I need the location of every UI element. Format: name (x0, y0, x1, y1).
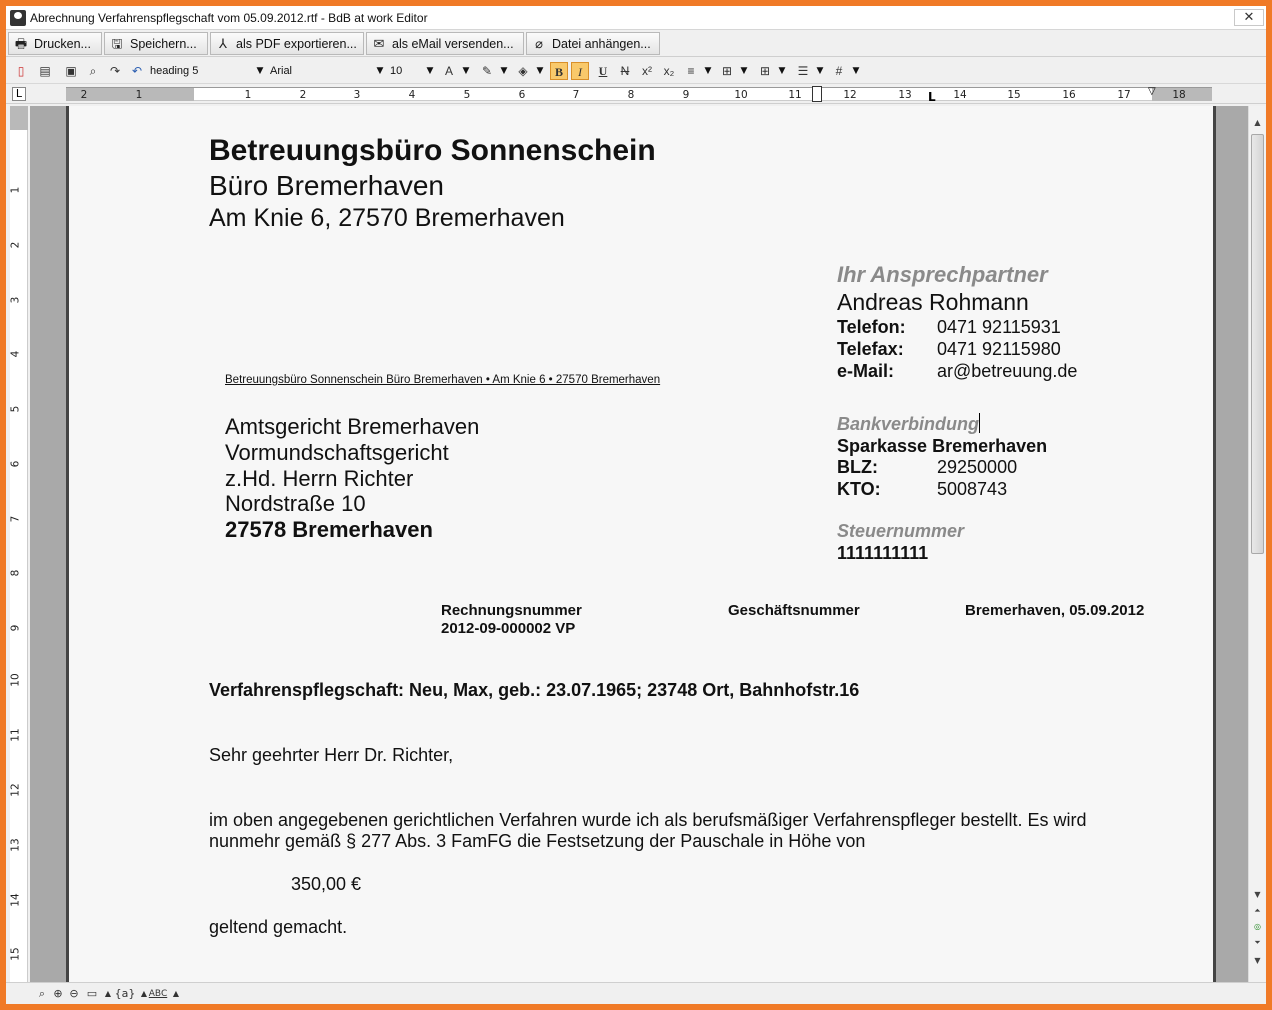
blz-value: 29250000 (937, 457, 1018, 477)
recipient-line: z.Hd. Herrn Richter (225, 466, 414, 491)
send-email-button[interactable] (366, 32, 524, 55)
attach-file-button[interactable] (526, 32, 660, 55)
right-indent-marker[interactable]: ▽ (1148, 86, 1156, 97)
field-codes-dropdown-icon[interactable]: ▲ (140, 989, 148, 998)
business-label: Geschäftsnummer (728, 602, 860, 619)
ruler-label: 2 (299, 89, 307, 101)
superscript-button[interactable]: x² (642, 64, 652, 78)
ruler-label: 2 (80, 89, 88, 101)
align-icon[interactable]: ≡ (687, 64, 695, 78)
subject-line: Verfahrenspflegschaft: Neu, Max, geb.: 23.07.1965; 23748 Ort, Bahnhofstr.16 (209, 680, 860, 700)
tax-value: 1111111111 (837, 543, 929, 563)
ruler-label: 6 (518, 89, 526, 101)
zoom-in-icon[interactable]: ⊕ (53, 987, 63, 1000)
paperclip-icon: ⌀ (535, 35, 543, 51)
list-icon[interactable]: ☰ (797, 64, 809, 78)
phone-label: Telefon: (837, 317, 906, 337)
ruler-label: 17 (1117, 89, 1131, 101)
printer-icon: 🖶 (14, 35, 28, 51)
page-down-icon[interactable]: ⏷ (1254, 938, 1261, 947)
vruler-margin-top (10, 106, 28, 130)
select-object-icon[interactable]: ◎ (1254, 922, 1261, 931)
vertical-ruler[interactable] (10, 106, 28, 986)
vruler-label: 6 (9, 460, 22, 468)
company-name: Betreuungsbüro Sonnenschein (209, 134, 656, 167)
vruler-label: 3 (9, 296, 22, 304)
export-pdf-label: als PDF exportieren... (236, 36, 357, 51)
vruler-label: 11 (9, 728, 22, 742)
scroll-up-icon[interactable]: ▲ (1254, 118, 1261, 127)
scroll-down-icon[interactable]: ▼ (1254, 890, 1261, 899)
ruler-label: 1 (244, 89, 252, 101)
highlight-icon[interactable]: ✎ (481, 64, 493, 78)
tab-stop-marker[interactable]: L (928, 90, 936, 104)
vruler-label: 10 (9, 673, 22, 687)
ruler-label: 15 (1007, 89, 1021, 101)
font-color-dropdown-icon[interactable]: ▼ (462, 66, 470, 76)
contact-heading: Ihr Ansprechpartner (837, 262, 1048, 287)
fax-value: 0471 92115980 (937, 339, 1061, 359)
font-select[interactable]: Arial (270, 65, 293, 77)
bold-button[interactable]: B (550, 62, 568, 80)
ruler-label: 10 (734, 89, 748, 101)
subscript-button[interactable]: x₂ (663, 64, 675, 78)
table-icon[interactable]: ⊞ (721, 64, 733, 78)
recipient-line: Vormundschaftsgericht (225, 440, 449, 465)
attach-file-label: Datei anhängen... (552, 36, 651, 51)
window-title: Abrechnung Verfahrenspflegschaft vom 05.09.2012.rtf - BdB at work Editor (30, 11, 428, 25)
document-page[interactable] (66, 106, 1216, 982)
vruler-label: 12 (9, 783, 22, 797)
image-icon[interactable]: ▣ (65, 64, 77, 78)
vertical-scrollbar[interactable] (1248, 106, 1265, 982)
left-indent-marker[interactable] (812, 86, 822, 102)
vruler-label: 5 (9, 405, 22, 413)
format-toolbar (6, 58, 1266, 84)
ruler-label: 8 (627, 89, 635, 101)
page-view-dropdown-icon[interactable]: ▲ (104, 989, 112, 998)
borders-icon[interactable]: ⊞ (759, 64, 771, 78)
recipient-line: Amtsgericht Bremerhaven (225, 414, 480, 439)
email-value: ar@betreuung.de (937, 361, 1078, 381)
strikethrough-button[interactable]: N (620, 64, 630, 78)
horizontal-ruler[interactable] (6, 84, 1266, 104)
numbering-button[interactable]: # (835, 64, 843, 78)
email-icon: ✉ (373, 35, 385, 51)
page-view-icon[interactable]: ▭ (86, 987, 98, 1000)
ruler-label: 9 (682, 89, 690, 101)
invoice-label: Rechnungsnummer (441, 602, 582, 619)
page-up-icon[interactable]: ⏶ (1254, 906, 1261, 915)
zoom-icon[interactable]: ⌕ (38, 987, 46, 1000)
title-bar (6, 6, 1266, 30)
sender-line: Betreuungsbüro Sonnenschein Büro Bremerhaven • Am Knie 6 • 27570 Bremerhaven (225, 374, 661, 386)
contact-name: Andreas Rohmann (837, 289, 1029, 315)
ruler-label: 14 (953, 89, 967, 101)
ruler-label: 11 (788, 89, 802, 101)
list-dropdown-icon[interactable]: ▼ (816, 66, 824, 76)
ruler-label: 3 (353, 89, 361, 101)
close-button[interactable]: ✕ (1234, 9, 1264, 26)
editor-window (6, 6, 1266, 1004)
send-email-label: als eMail versenden... (392, 36, 514, 51)
phone-value: 0471 92115931 (937, 317, 1061, 337)
vruler-label: 15 (9, 947, 22, 961)
body-line: im oben angegebenen gerichtlichen Verfahren wurde ich als berufsmäßiger Verfahrenspfleger bestellt. Es wird (209, 810, 1087, 830)
fill-color-dropdown-icon[interactable]: ▼ (536, 66, 544, 76)
action-toolbar (6, 30, 1266, 57)
app-icon (10, 10, 26, 26)
spellcheck-dropdown-icon[interactable]: ▲ (172, 989, 180, 998)
spellcheck-button[interactable]: ABC (148, 989, 168, 999)
scroll-end-icon[interactable]: ▼ (1254, 956, 1261, 965)
kto-label: KTO: (837, 479, 881, 499)
pdf-icon: ⅄ (219, 35, 227, 51)
ruler-label: 7 (572, 89, 580, 101)
print-label: Drucken... (34, 36, 91, 51)
page-setup-icon[interactable]: ▤ (39, 64, 51, 78)
underline-button[interactable]: U (598, 64, 608, 78)
tab-selector[interactable]: L (12, 87, 26, 101)
redo-icon[interactable]: ↷ (109, 64, 121, 78)
amount: 350,00 € (291, 874, 362, 894)
font-color-icon[interactable]: A (444, 64, 453, 78)
salutation: Sehr geehrter Herr Dr. Richter, (209, 745, 454, 765)
zoom-out-icon[interactable]: ⊖ (69, 987, 79, 1000)
place-date: Bremerhaven, 05.09.2012 (965, 602, 1145, 619)
vruler-label: 13 (9, 838, 22, 852)
ruler-label: 16 (1062, 89, 1076, 101)
italic-button[interactable]: I (571, 62, 589, 80)
vruler-label: 4 (9, 350, 22, 358)
email-label: e-Mail: (837, 361, 895, 381)
save-button[interactable] (104, 32, 208, 55)
borders-dropdown-icon[interactable]: ▼ (778, 66, 786, 76)
font-dropdown-icon[interactable]: ▼ (376, 66, 384, 76)
vruler-label: 1 (9, 186, 22, 194)
undo-icon[interactable]: ↶ (131, 64, 143, 78)
document-area[interactable] (30, 106, 1248, 982)
vruler-label: 9 (9, 624, 22, 632)
style-select[interactable]: heading 5 (150, 65, 199, 77)
fill-color-icon[interactable]: ◈ (518, 64, 528, 78)
find-icon[interactable]: ⌕ (89, 64, 97, 78)
kto-value: 5008743 (937, 479, 1008, 499)
text-cursor (979, 413, 980, 433)
scroll-thumb[interactable] (1251, 134, 1264, 554)
new-document-icon[interactable]: ▯ (17, 64, 25, 78)
ruler-track[interactable] (66, 86, 1212, 104)
numbering-dropdown-icon[interactable]: ▼ (852, 66, 860, 76)
field-codes-button[interactable]: {a} (114, 987, 136, 1000)
vruler-label: 2 (9, 241, 22, 249)
body-line: nunmehr gemäß § 277 Abs. 3 FamFG die Festsetzung der Pauschale in Höhe von (209, 831, 866, 851)
highlight-dropdown-icon[interactable]: ▼ (500, 66, 508, 76)
ruler-label: 4 (408, 89, 416, 101)
invoice-number: 2012-09-000002 VP (441, 620, 576, 637)
save-icon: 🖫 (111, 35, 123, 51)
vruler-label: 14 (9, 893, 22, 907)
ruler-label: 18 (1172, 89, 1186, 101)
vruler-label: 7 (9, 515, 22, 523)
style-dropdown-icon[interactable]: ▼ (256, 66, 264, 76)
company-address: Am Knie 6, 27570 Bremerhaven (209, 204, 565, 232)
ruler-label: 5 (463, 89, 471, 101)
ruler-label: 13 (898, 89, 912, 101)
recipient-line: Nordstraße 10 (225, 491, 366, 516)
align-dropdown-icon[interactable]: ▼ (704, 66, 712, 76)
size-dropdown-icon[interactable]: ▼ (426, 66, 434, 76)
size-select[interactable]: 10 (390, 65, 403, 77)
bank-name: Sparkasse Bremerhaven (837, 436, 1048, 456)
print-button[interactable] (8, 32, 102, 55)
tax-heading: Steuernummer (837, 521, 965, 541)
fax-label: Telefax: (837, 339, 904, 359)
ruler-label: 12 (843, 89, 857, 101)
table-dropdown-icon[interactable]: ▼ (740, 66, 748, 76)
blz-label: BLZ: (837, 457, 878, 477)
office-name: Büro Bremerhaven (209, 170, 445, 201)
vruler-label: 8 (9, 569, 22, 577)
bank-heading (837, 413, 980, 435)
save-label: Speichern... (130, 36, 197, 51)
export-pdf-button[interactable] (210, 32, 364, 55)
recipient-city: 27578 Bremerhaven (225, 517, 433, 542)
closing-line: geltend gemacht. (209, 917, 348, 937)
ruler-label: 1 (135, 89, 143, 101)
status-bar (6, 982, 1266, 1004)
bank-heading-text: Bankverbindung (837, 414, 980, 434)
